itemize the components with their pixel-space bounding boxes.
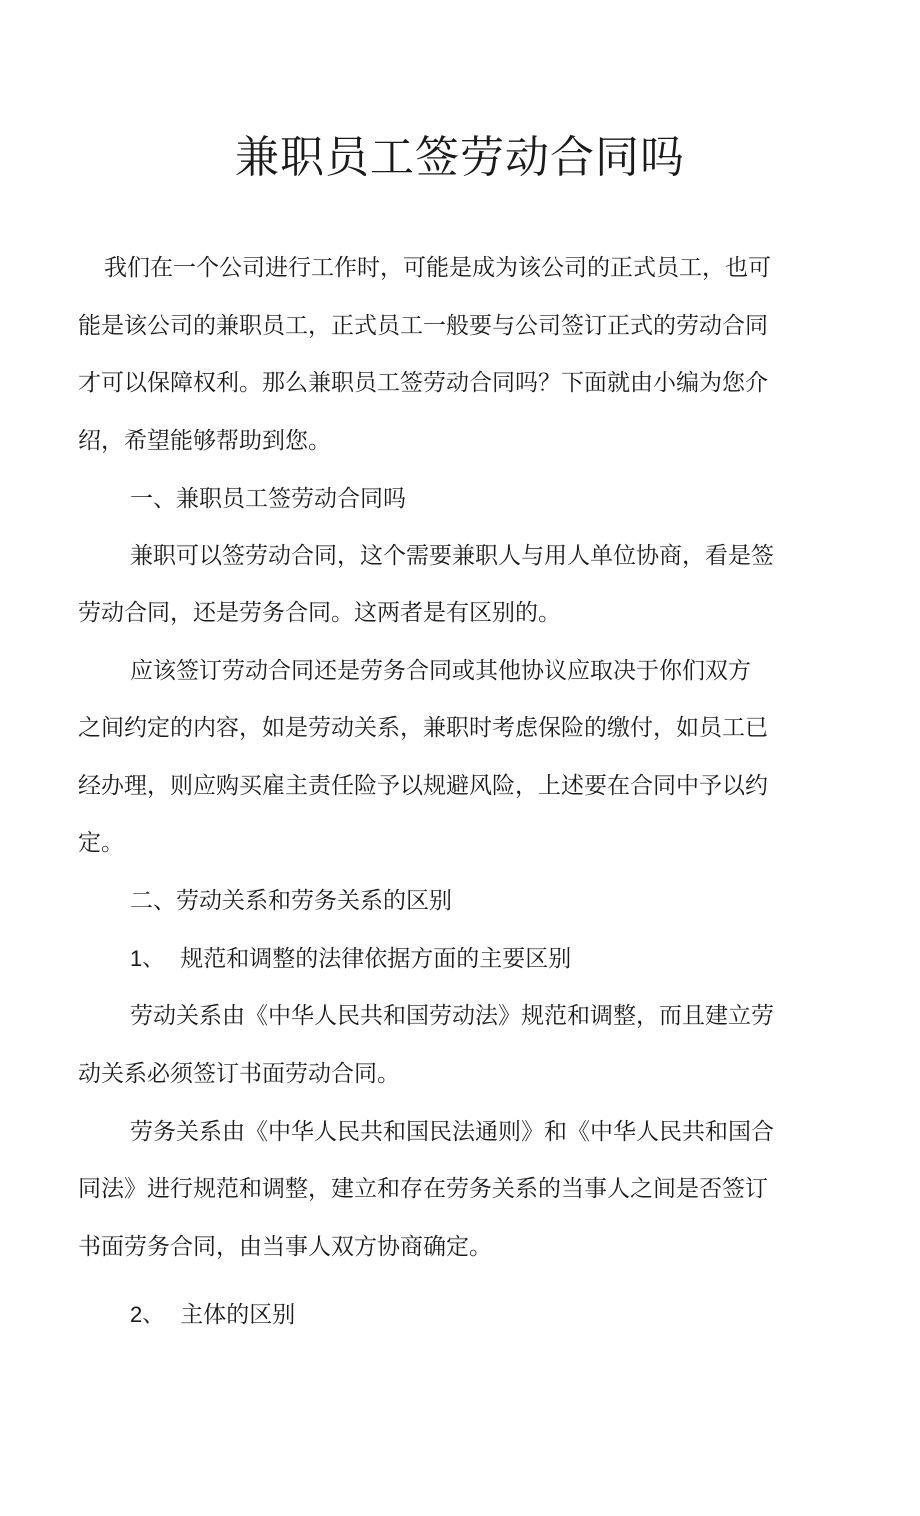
section1-p2-line-1: 应该签订劳动合同还是劳务合同或其他协议应取决于你们双方 xyxy=(130,658,751,684)
section2-item1 xyxy=(130,944,571,974)
page-title: 兼职员工签劳动合同吗 xyxy=(235,132,685,183)
item2-label: 主体的区别 xyxy=(180,1302,296,1328)
section1-p2-line-3: 经办理，则应购买雇主责任险予以规避风险，上述要在合同中予以约 xyxy=(78,773,768,799)
intro-line-3: 才可以保障权利。那么兼职员工签劳动合同吗？下面就由小编为您介 xyxy=(78,370,768,396)
item2-number: 2、 xyxy=(130,1302,165,1327)
section1-p1-line-2: 劳动合同，还是劳务合同。这两者是有区别的。 xyxy=(78,600,561,626)
section1-p2-line-2: 之间约定的内容，如是劳动关系，兼职时考虑保险的缴付，如员工已 xyxy=(78,715,768,741)
section1-p2-line-4: 定。 xyxy=(78,830,124,856)
section2-p1-line-1: 劳动关系由《中华人民共和国劳动法》规范和调整，而且建立劳 xyxy=(130,1003,774,1029)
intro-line-1: 我们在一个公司进行工作时，可能是成为该公司的正式员工，也可 xyxy=(104,255,771,281)
section2-heading: 二、劳动关系和劳务关系的区别 xyxy=(130,888,452,914)
item1-label: 规范和调整的法律依据方面的主要区别 xyxy=(180,946,572,972)
section1-p1-line-1: 兼职可以签劳动合同，这个需要兼职人与用人单位协商，看是签 xyxy=(130,543,774,569)
item1-number: 1、 xyxy=(130,946,165,971)
intro-line-4: 绍，希望能够帮助到您。 xyxy=(78,428,331,454)
section1-heading: 一、兼职员工签劳动合同吗 xyxy=(130,486,406,512)
section2-p2-line-1: 劳务关系由《中华人民共和国民法通则》和《中华人民共和国合 xyxy=(130,1119,774,1145)
section2-p1-line-2: 动关系必须签订书面劳动合同。 xyxy=(78,1061,400,1087)
section2-p2-line-3: 书面劳务合同，由当事人双方协商确定。 xyxy=(78,1234,492,1260)
intro-line-2: 能是该公司的兼职员工，正式员工一般要与公司签订正式的劳动合同 xyxy=(78,313,768,339)
section2-p2-line-2: 同法》进行规范和调整，建立和存在劳务关系的当事人之间是否签订 xyxy=(78,1176,768,1202)
section2-item2 xyxy=(130,1300,295,1330)
